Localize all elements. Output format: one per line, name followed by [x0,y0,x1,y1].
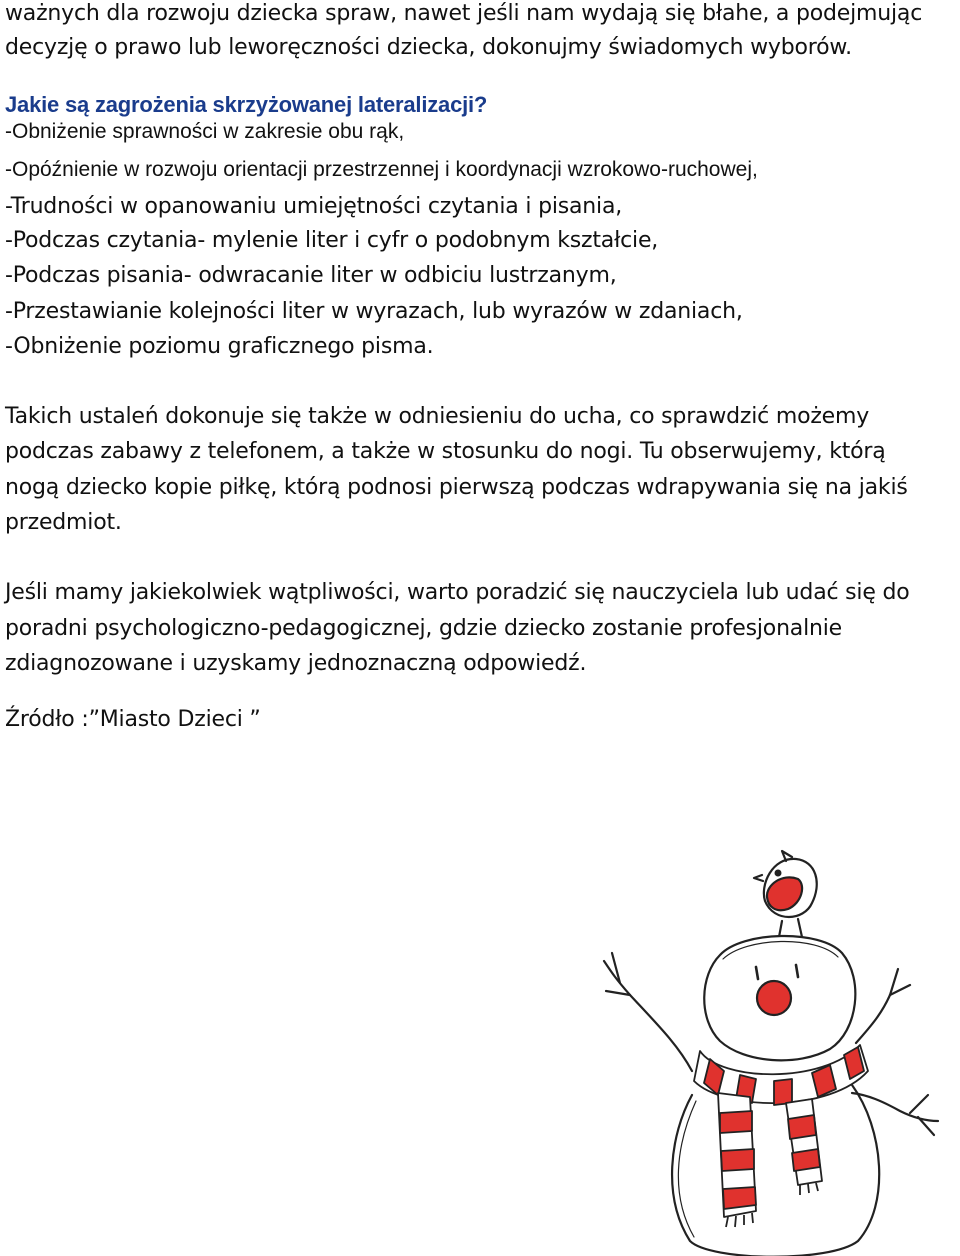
robin-icon [754,851,817,937]
risk-item: -Trudności w opanowaniu umiejętności czytania i pisania, [5,194,623,219]
intro-line: ważnych dla rozwoju dziecka spraw, nawet jeśli nam wydają się błahe, a podejmując [5,1,923,26]
risk-item: -Obniżenie poziomu graficznego pisma. [5,334,434,359]
paragraph-line: nogą dziecko kopie piłkę, którą podnosi pierwszą podczas wdrapywania się na jakiś [5,475,908,500]
risk-item: -Podczas pisania- odwracanie liter w odbiciu lustrzanym, [5,263,617,288]
paragraph-line: Jeśli mamy jakiekolwiek wątpliwości, warto poradzić się nauczyciela lub udać się do [5,580,910,605]
section-heading: Jakie są zagrożenia skrzyżowanej lateralizacji? [5,92,488,117]
intro-line: decyzję o prawo lub leworęczności dziecka, dokonujmy świadomych wyborów. [5,35,852,60]
risk-item: -Opóźnienie w rozwoju orientacji przestrzennej i koordynacji wzrokowo-ruchowej, [5,158,758,181]
snowman-with-robin-icon [560,845,940,1256]
paragraph-line: zdiagnozowane i uzyskamy jednoznaczną odpowiedź. [5,651,587,676]
paragraph-line: podczas zabawy z telefonem, a także w stosunku do nogi. Tu obserwujemy, którą [5,439,886,464]
paragraph-line: Takich ustaleń dokonuje się także w odniesieniu do ucha, co sprawdzić możemy [5,404,870,429]
paragraph-line: poradni psychologiczno-pedagogicznej, gdzie dziecko zostanie profesjonalnie [5,616,842,641]
risk-item: -Obniżenie sprawności w zakresie obu rąk, [5,120,405,143]
risk-item: -Przestawianie kolejności liter w wyrazach, lub wyrazów w zdaniach, [5,299,743,324]
source-citation: Źródło :”Miasto Dzieci ” [5,707,261,732]
risk-item: -Podczas czytania- mylenie liter i cyfr o podobnym kształcie, [5,228,659,253]
paragraph-line: przedmiot. [5,510,122,535]
